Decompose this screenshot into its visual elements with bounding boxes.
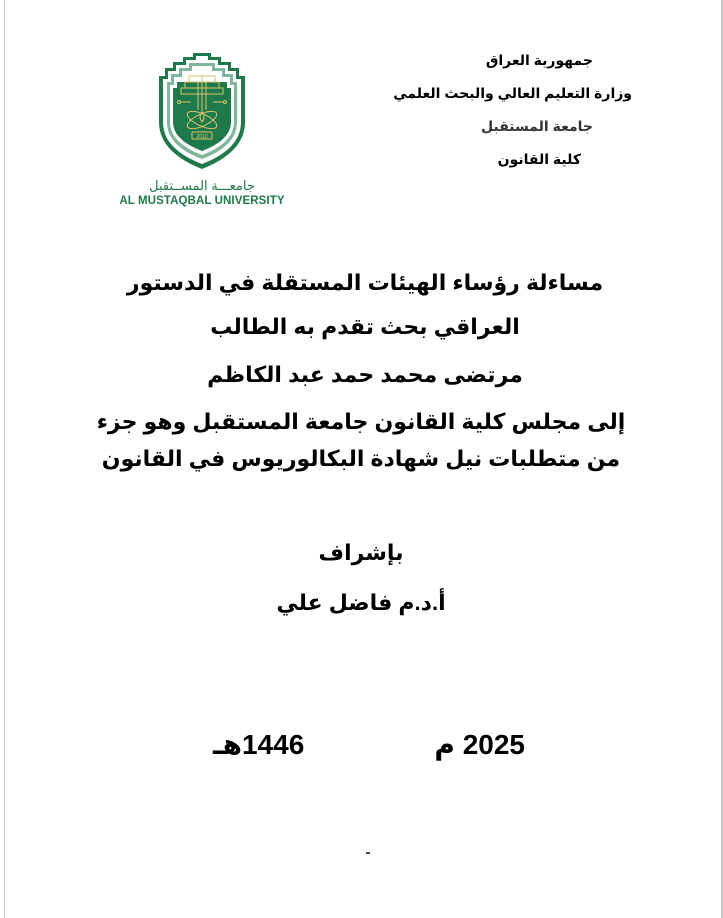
college-name: كلية القانون (497, 151, 581, 167)
submission-line-2: من متطلبات نيل شهادة البكالوريوس في القانون (101, 446, 621, 471)
stray-mark (366, 852, 370, 854)
gregorian-year: 2025 م (434, 729, 525, 760)
supervisor-name: أ.د.م فاضل علي (276, 590, 446, 615)
logo-english-name: AL MUSTAQBAL UNIVERSITY (119, 195, 285, 207)
research-title-line-1: مساءلة رؤساء الهيئات المستقلة في الدستور (126, 270, 604, 295)
student-name: مرتضى محمد حمد عبد الكاظم (207, 362, 523, 387)
university-logo (117, 50, 287, 215)
hijri-year: 1446هـ (213, 729, 305, 760)
supervision-label: بإشراف (318, 540, 404, 565)
submission-line-1: إلى مجلس كلية القانون جامعة المستقبل وهو جزء (96, 409, 626, 434)
ministry-name: وزارة التعليم العالي والبحث العلمي (393, 85, 632, 101)
research-title-line-2: العراقي بحث تقدم به الطالب (210, 314, 520, 339)
svg-text:2010: 2010 (196, 134, 208, 140)
country-name: جمهورية العراق (485, 52, 593, 68)
university-name: جامعة المستقبل (481, 118, 593, 134)
document-page (4, 0, 723, 918)
university-crest-icon (155, 52, 249, 170)
logo-arabic-name: جامعـــة المســتقبل (149, 178, 255, 193)
